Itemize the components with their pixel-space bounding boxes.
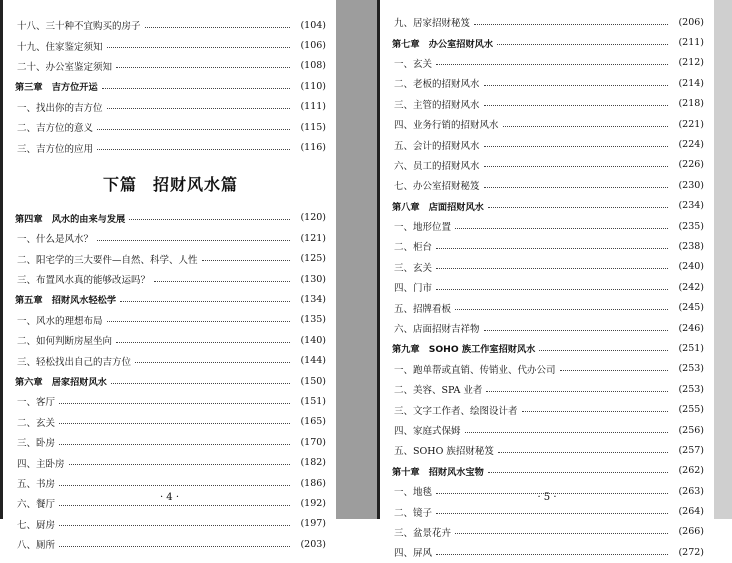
chapter-title: 第七章 办公室招财风水 [392, 38, 494, 50]
section-title: 三、玄关 [394, 262, 433, 274]
toc-entry-row [392, 297, 704, 317]
toc-entry-row [15, 56, 326, 76]
section-title: 三、布置风水真的能够改运吗？ [17, 275, 151, 287]
dot-leader [102, 88, 290, 89]
page-reference: (218) [678, 98, 704, 110]
toc-entry-row [392, 399, 704, 419]
right-toc [392, 12, 704, 563]
dot-leader [560, 370, 668, 371]
dot-leader [135, 362, 290, 363]
page-reference: (134) [300, 293, 326, 305]
book-gutter [336, 0, 377, 519]
section-title: 八、厕所 [17, 540, 56, 552]
page-reference: (240) [678, 261, 704, 273]
page-reference: (182) [300, 457, 326, 469]
page-reference: (230) [678, 179, 704, 191]
section-title: 三、盆景花卉 [394, 527, 452, 539]
section-title: 一、什么是风水？ [17, 234, 94, 246]
dot-leader [97, 240, 290, 241]
dot-leader [455, 533, 668, 534]
toc-entry-row [392, 114, 704, 134]
section-title: 二、老板的招财风水 [394, 79, 480, 91]
toc-entry-row [15, 432, 326, 452]
page-reference: (106) [300, 40, 326, 52]
page-reference: (251) [678, 342, 704, 354]
dot-leader [59, 444, 290, 445]
page-reference: (234) [678, 200, 704, 212]
dot-leader [436, 289, 668, 290]
dot-leader [59, 403, 290, 404]
section-title: 二、阳宅学的三大要件—自然、科学、人性 [17, 254, 198, 266]
section-title: 十八、三十种不宜购买的房子 [17, 21, 141, 33]
toc-entry-row [15, 35, 326, 55]
section-title: 二、镜子 [394, 507, 433, 519]
page-number-right: · 5 · [537, 492, 557, 503]
dot-leader [154, 281, 290, 282]
page-reference: (111) [300, 101, 326, 113]
toc-entry-row [392, 216, 704, 236]
page-reference: (165) [300, 416, 326, 428]
section-title: 四、主卧房 [17, 458, 65, 470]
toc-entry-row [392, 359, 704, 379]
page-reference: (242) [678, 281, 704, 293]
dot-leader [97, 149, 290, 150]
page-reference: (206) [678, 16, 704, 28]
page-reference: (245) [678, 302, 704, 314]
part-name: 招财风水篇 [153, 174, 239, 194]
page-reference: (211) [678, 37, 704, 49]
page-reference: (212) [678, 57, 704, 69]
page-reference: (221) [678, 118, 704, 130]
section-title: 一、地毯 [394, 487, 433, 499]
toc-chapter-row [392, 338, 704, 358]
section-title: 七、办公室招财秘笈 [394, 181, 480, 193]
dot-leader [436, 554, 668, 555]
dot-leader [59, 525, 290, 526]
section-title: 二、美容、SPA 业者 [394, 385, 483, 397]
section-title: 四、业务行销的招财风水 [394, 120, 499, 132]
page-edge-shadow [714, 0, 732, 519]
left-top-entries [15, 15, 326, 158]
toc-entry-row [15, 514, 326, 534]
page-reference: (224) [678, 139, 704, 151]
toc-entry-row [15, 412, 326, 432]
page-reference: (253) [678, 363, 704, 375]
page-reference: (235) [678, 220, 704, 232]
chapter-title: 第三章 吉方位开运 [15, 82, 98, 94]
section-title: 四、家庭式保姆 [394, 426, 461, 437]
dot-leader [455, 228, 668, 229]
toc-entry-row [15, 534, 326, 554]
toc-entry-row [15, 330, 326, 350]
page-reference: (266) [678, 526, 704, 538]
dot-leader [465, 432, 668, 433]
section-title: 三、吉方位的应用 [17, 143, 94, 155]
toc-entry-row [15, 452, 326, 472]
section-title: 二、吉方位的意义 [17, 123, 94, 135]
toc-entry-row [15, 391, 326, 411]
toc-entry-row [392, 379, 704, 399]
dot-leader [120, 301, 290, 302]
toc-chapter-row [392, 196, 704, 216]
dot-leader [488, 472, 668, 473]
page-reference: (104) [300, 19, 326, 31]
toc-entry-row [392, 175, 704, 195]
page-reference: (144) [300, 355, 326, 367]
toc-entry-row [392, 155, 704, 175]
page-reference: (257) [678, 444, 704, 456]
section-title: 二十、办公室鉴定须知 [17, 61, 113, 73]
dot-leader [116, 67, 290, 68]
toc-entry-row [392, 134, 704, 154]
section-title: 三、主管的招财风水 [394, 99, 480, 111]
toc-chapter-row [392, 461, 704, 481]
section-title: 五、会计的招财风水 [394, 140, 480, 152]
dot-leader [107, 321, 290, 322]
dot-leader [69, 464, 290, 465]
page-reference: (253) [678, 383, 704, 395]
page-reference: (264) [678, 506, 704, 518]
dot-leader [484, 187, 668, 188]
toc-entry-row [15, 350, 326, 370]
chapter-title: 第九章 SOHO 族工作室招财风水 [392, 344, 536, 356]
page-reference: (263) [678, 485, 704, 497]
toc-chapter-row [392, 32, 704, 52]
section-title: 六、员工的招财风水 [394, 160, 480, 172]
page-reference: (121) [300, 232, 326, 244]
right-entries [392, 12, 704, 563]
page-reference: (246) [678, 322, 704, 334]
chapter-title: 第六章 居家招财风水 [15, 377, 107, 389]
page-reference: (115) [300, 121, 326, 133]
left-toc [15, 15, 326, 554]
dot-leader [97, 129, 290, 130]
dot-leader [486, 391, 668, 392]
page-reference: (197) [300, 518, 326, 530]
chapter-title: 第十章 招财风水宝物 [392, 466, 484, 478]
section-title: 六、店面招财吉祥物 [394, 324, 480, 336]
section-title: 五、招牌看板 [394, 303, 452, 315]
toc-entry-row [392, 257, 704, 277]
toc-entry-row [392, 542, 704, 562]
page-reference: (226) [678, 159, 704, 171]
section-title: 五、书房 [17, 479, 56, 490]
page-reference: (150) [300, 375, 326, 387]
page-reference: (108) [300, 60, 326, 72]
left-page [0, 0, 336, 552]
section-title: 九、居家招财秘笈 [394, 18, 471, 30]
section-title: 一、地形位置 [394, 222, 452, 234]
toc-entry-row [392, 501, 704, 521]
section-title: 七、厨房 [17, 519, 56, 531]
dot-leader [59, 505, 290, 506]
toc-entry-row [15, 310, 326, 330]
page-reference: (238) [678, 240, 704, 252]
dot-leader [59, 546, 290, 547]
section-title: 二、如何判断房屋坐向 [17, 336, 113, 348]
page-reference: (135) [300, 314, 326, 326]
part-label: 下篇 [102, 174, 137, 194]
dot-leader [111, 383, 290, 384]
toc-entry-row [15, 15, 326, 35]
section-title: 四、屏风 [394, 548, 433, 560]
section-title: 六、餐厅 [17, 499, 56, 511]
section-title: 一、风水的理想布局 [17, 315, 103, 327]
section-title: 十九、住家鉴定须知 [17, 41, 103, 53]
toc-chapter-row [15, 371, 326, 391]
dot-leader [436, 64, 668, 65]
section-title: 五、SOHO 族招财秘笈 [394, 446, 494, 458]
toc-entry-row [392, 277, 704, 297]
toc-entry-row [392, 12, 704, 32]
toc-entry-row [392, 318, 704, 338]
dot-leader [522, 411, 668, 412]
dot-leader [539, 350, 668, 351]
toc-entry-row [392, 236, 704, 256]
chapter-title: 第四章 风水的由来与发展 [15, 213, 126, 225]
page-reference: (262) [678, 465, 704, 477]
page-reference: (272) [678, 546, 704, 558]
dot-leader [455, 309, 668, 310]
page-reference: (214) [678, 77, 704, 89]
toc-chapter-row [15, 208, 326, 228]
dot-leader [129, 219, 290, 220]
dot-leader [497, 44, 668, 45]
section-title: 一、跑单帮或直销、传销业、代办公司 [394, 364, 556, 376]
dot-leader [484, 146, 668, 147]
page-reference: (255) [678, 404, 704, 416]
page-reference: (125) [300, 253, 326, 265]
page-reference: (203) [300, 538, 326, 550]
dot-leader [484, 166, 668, 167]
dot-leader [436, 268, 668, 269]
section-title: 二、柜台 [394, 242, 433, 254]
dot-leader [59, 423, 290, 424]
dot-leader [484, 105, 668, 106]
chapter-title: 第五章 招财风水轻松学 [15, 295, 117, 307]
section-title: 四、门市 [394, 283, 433, 295]
dot-leader [107, 47, 290, 48]
page-reference: (170) [300, 436, 326, 448]
section-title: 一、玄关 [394, 58, 433, 70]
page-reference: (120) [300, 212, 326, 224]
toc-entry-row [15, 269, 326, 289]
toc-chapter-row [15, 76, 326, 96]
dot-leader [436, 513, 668, 514]
page-reference: (140) [300, 334, 326, 346]
toc-entry-row [15, 249, 326, 269]
toc-chapter-row [15, 289, 326, 309]
dot-leader [503, 126, 668, 127]
part-title [15, 162, 326, 208]
toc-entry-row [392, 522, 704, 542]
toc-entry-row [15, 228, 326, 248]
page-reference: (256) [678, 424, 704, 436]
dot-leader [107, 108, 290, 109]
page-reference: (116) [300, 142, 326, 154]
toc-entry-row [15, 97, 326, 117]
section-title: 二、玄关 [17, 417, 56, 429]
page-reference: (151) [300, 395, 326, 407]
section-title: 三、文字工作者、绘图设计者 [394, 405, 518, 417]
toc-entry-row [392, 94, 704, 114]
dot-leader [59, 485, 290, 486]
page-reference: (110) [300, 80, 326, 92]
page-reference: (186) [300, 477, 326, 489]
dot-leader [484, 85, 668, 86]
section-title: 一、客厅 [17, 397, 56, 409]
toc-entry-row [392, 420, 704, 440]
toc-entry-row [392, 73, 704, 93]
toc-entry-row [15, 473, 326, 493]
toc-entry-row [15, 137, 326, 157]
toc-entry-row [15, 117, 326, 137]
section-title: 三、卧房 [17, 438, 56, 450]
right-page [377, 0, 714, 560]
dot-leader [436, 248, 668, 249]
page-number-left: · 4 · [159, 492, 180, 503]
toc-entry-row [392, 53, 704, 73]
dot-leader [498, 452, 668, 453]
dot-leader [145, 27, 290, 28]
chapter-title: 第八章 店面招财风水 [392, 201, 484, 213]
dot-leader [116, 342, 290, 343]
page-reference: (130) [300, 273, 326, 285]
dot-leader [474, 24, 668, 25]
section-title: 三、轻松找出自己的吉方位 [17, 356, 132, 368]
dot-leader [202, 260, 290, 261]
section-title: 一、找出你的吉方位 [17, 102, 103, 114]
dot-leader [488, 207, 668, 208]
page-reference: (192) [300, 497, 326, 509]
toc-entry-row [392, 440, 704, 460]
dot-leader [484, 330, 668, 331]
